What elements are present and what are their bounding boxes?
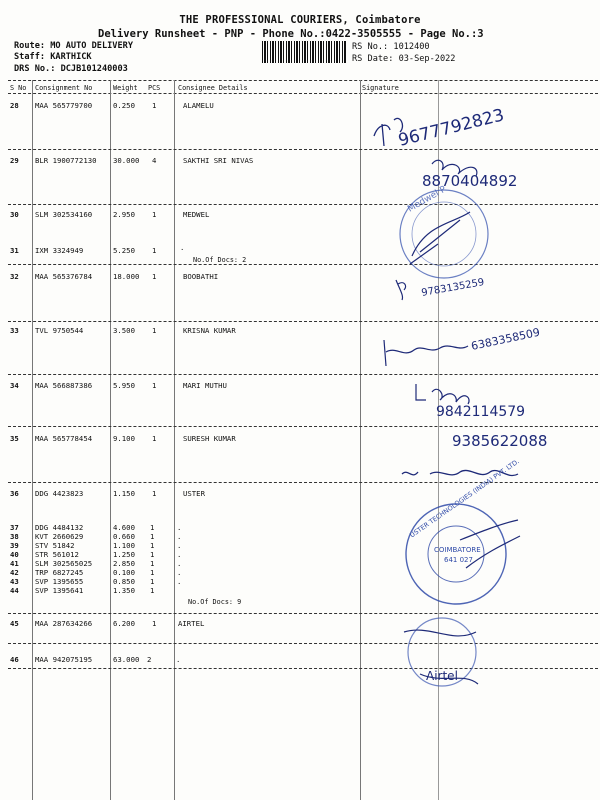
row-sno: 33 xyxy=(10,326,19,335)
row-sno: 28 xyxy=(10,101,19,110)
handwritten-signature xyxy=(374,118,402,146)
row-sno: 45 xyxy=(10,619,19,628)
row-pcs: 4 xyxy=(152,156,157,165)
row-sno: 30 xyxy=(10,210,19,219)
row-consignment: BLR 1900772130 xyxy=(35,156,97,165)
row-pcs: 1 xyxy=(152,326,157,335)
divider xyxy=(8,149,598,150)
row-consignment: STV 51842 xyxy=(35,541,75,550)
signature-area xyxy=(360,84,600,800)
company-stamp xyxy=(393,491,519,617)
row-sno: 43 xyxy=(10,577,19,586)
row-sno: 35 xyxy=(10,434,19,443)
row-consignee: USTER xyxy=(183,489,205,498)
row-weight: 1.250 xyxy=(113,550,135,559)
row-consignment: TVL 9750544 xyxy=(35,326,84,335)
row-consignment: MAA 566887386 xyxy=(35,381,93,390)
row-weight: 3.500 xyxy=(113,326,135,335)
col-separator xyxy=(174,80,175,800)
row-consignment: IXM 3324949 xyxy=(35,246,84,255)
row-pcs: 1 xyxy=(152,619,157,628)
row-weight: 18.000 xyxy=(113,272,140,281)
col-separator xyxy=(438,80,439,800)
row-pcs: 1 xyxy=(152,101,157,110)
handwritten-phone: 8870404892 xyxy=(422,172,518,190)
row-pcs: 1 xyxy=(152,489,157,498)
row-weight: 5.250 xyxy=(113,246,135,255)
row-consignee: . xyxy=(177,550,182,559)
row-pcs: 2 xyxy=(147,655,152,664)
col-separator xyxy=(32,80,33,800)
row-pcs: 1 xyxy=(150,550,155,559)
row-sno: 37 xyxy=(10,523,19,532)
row-pcs: 1 xyxy=(150,577,155,586)
row-weight: 4.600 xyxy=(113,523,135,532)
row-pcs: 1 xyxy=(150,523,155,532)
row-weight: 5.950 xyxy=(113,381,135,390)
row-pcs: 1 xyxy=(150,559,155,568)
handwritten-signature xyxy=(402,470,518,475)
drs-number: DRS No.: DCJB101240003 xyxy=(14,64,128,74)
row-pcs: 1 xyxy=(152,434,157,443)
docs-count: No.Of Docs: 2 xyxy=(193,256,247,264)
row-sno: 32 xyxy=(10,272,19,281)
row-sno: 38 xyxy=(10,532,19,541)
row-consignee: . xyxy=(177,532,182,541)
divider xyxy=(8,93,598,94)
row-sno: 42 xyxy=(10,568,19,577)
row-consignment: DDG 4484132 xyxy=(35,523,84,532)
row-consignee: . xyxy=(177,523,182,532)
divider xyxy=(8,643,598,644)
divider xyxy=(8,426,598,427)
col-consignee: Consignee Details xyxy=(178,84,248,92)
col-pcs: PCS xyxy=(148,84,161,92)
row-weight: 6.200 xyxy=(113,619,135,628)
row-weight: 0.100 xyxy=(113,568,135,577)
handwritten-phone: 9385622088 xyxy=(452,432,548,450)
row-weight: 0.850 xyxy=(113,577,135,586)
row-consignment: DDG 4423823 xyxy=(35,489,84,498)
row-consignment: MAA 942075195 xyxy=(35,655,93,664)
col-weight: Weight xyxy=(113,84,138,92)
rs-date: RS Date: 03-Sep-2022 xyxy=(352,54,456,64)
row-weight: 9.100 xyxy=(113,434,135,443)
row-pcs: 1 xyxy=(152,272,157,281)
row-consignee: . xyxy=(180,243,185,252)
stamp-text: Airtel xyxy=(426,669,458,683)
row-consignee: ALAMELU xyxy=(183,101,214,110)
company-stamp xyxy=(408,618,476,686)
handwritten-phone: 6383358509 xyxy=(469,325,542,353)
row-sno: 46 xyxy=(10,655,19,664)
divider xyxy=(8,264,598,265)
col-consignment: Consignment No xyxy=(35,84,93,92)
divider xyxy=(8,321,598,322)
row-consignment: MAA 565778454 xyxy=(35,434,93,443)
row-consignee: KRISNA KUMAR xyxy=(183,326,236,335)
runsheet-title: THE PROFESSIONAL COURIERS, Coimbatore xyxy=(179,14,421,26)
row-consignee: MARI MUTHU xyxy=(183,381,227,390)
row-sno: 41 xyxy=(10,559,19,568)
stamp-text: Medwel P xyxy=(406,184,449,215)
row-pcs: 1 xyxy=(150,568,155,577)
staff-label: Staff: KARTHICK xyxy=(14,52,92,62)
col-separator xyxy=(360,80,361,800)
rs-number: RS No.: 1012400 xyxy=(352,42,430,52)
row-consignee: AIRTEL xyxy=(178,619,205,628)
divider xyxy=(8,482,598,483)
handwritten-phone: 9783135259 xyxy=(420,277,486,299)
row-consignee: . xyxy=(177,541,182,550)
row-consignee: . xyxy=(177,577,182,586)
row-consignment: KVT 2660629 xyxy=(35,532,84,541)
row-weight: 30.000 xyxy=(113,156,140,165)
row-consignee: . xyxy=(176,655,181,664)
handwritten-signature xyxy=(384,340,468,366)
row-consignment: TRP 6827245 xyxy=(35,568,84,577)
row-consignee: BOOBATHI xyxy=(183,272,219,281)
row-weight: 63.000 xyxy=(113,655,140,664)
divider xyxy=(8,204,598,205)
docs-count: No.Of Docs: 9 xyxy=(188,598,242,606)
col-separator xyxy=(110,80,111,800)
handwritten-phone: 9677792823 xyxy=(396,105,507,151)
row-consignment: SVP 1395655 xyxy=(35,577,84,586)
row-pcs: 1 xyxy=(150,586,155,595)
row-weight: 2.950 xyxy=(113,210,135,219)
row-sno: 36 xyxy=(10,489,19,498)
row-weight: 1.150 xyxy=(113,489,135,498)
row-pcs: 1 xyxy=(150,541,155,550)
divider xyxy=(8,374,598,375)
row-weight: 1.350 xyxy=(113,586,135,595)
row-consignment: SVP 1395641 xyxy=(35,586,84,595)
row-sno: 39 xyxy=(10,541,19,550)
stamp-text: 641 027 xyxy=(444,556,473,564)
row-sno: 40 xyxy=(10,550,19,559)
divider xyxy=(8,80,598,81)
row-consignee: MEDWEL xyxy=(183,210,210,219)
row-weight: 0.250 xyxy=(113,101,135,110)
row-consignment: MAA 565779700 xyxy=(35,101,93,110)
row-consignment: STR 561012 xyxy=(35,550,79,559)
row-consignment: MAA 287634266 xyxy=(35,619,93,628)
row-pcs: 1 xyxy=(152,246,157,255)
row-consignment: MAA 565376784 xyxy=(35,272,93,281)
row-consignee: . xyxy=(177,568,182,577)
barcode xyxy=(262,41,346,63)
row-sno: 34 xyxy=(10,381,19,390)
route-label: Route: MO AUTO DELIVERY xyxy=(14,41,133,51)
row-sno: 29 xyxy=(10,156,19,165)
row-consignee: SURESH KUMAR xyxy=(183,434,236,443)
row-pcs: 1 xyxy=(152,381,157,390)
divider xyxy=(8,613,598,614)
col-signature: Signature xyxy=(362,84,399,92)
row-consignment: SLM 302534160 xyxy=(35,210,93,219)
row-weight: 1.100 xyxy=(113,541,135,550)
row-pcs: 1 xyxy=(150,532,155,541)
row-pcs: 1 xyxy=(152,210,157,219)
handwritten-signature xyxy=(396,280,406,300)
row-sno: 44 xyxy=(10,586,19,595)
row-sno: 31 xyxy=(10,246,19,255)
stamp-text: USTER TECHNOLOGIES (INDIA) PVT. LTD. xyxy=(408,457,521,540)
row-consignee: SAKTHI SRI NIVAS xyxy=(183,156,254,165)
row-weight: 0.660 xyxy=(113,532,135,541)
handwritten-phone: 9842114579 xyxy=(436,404,526,420)
row-consignment: SLM 302565025 xyxy=(35,559,93,568)
row-weight: 2.850 xyxy=(113,559,135,568)
handwritten-signature xyxy=(416,384,469,404)
runsheet-subtitle: Delivery Runsheet - PNP - Phone No.:0422-3505555 - Page No.:3 xyxy=(98,28,484,40)
row-consignee: . xyxy=(177,559,182,568)
stamp-text: COIMBATORE xyxy=(434,546,481,554)
divider xyxy=(8,668,598,669)
col-sno: S No xyxy=(10,84,27,92)
